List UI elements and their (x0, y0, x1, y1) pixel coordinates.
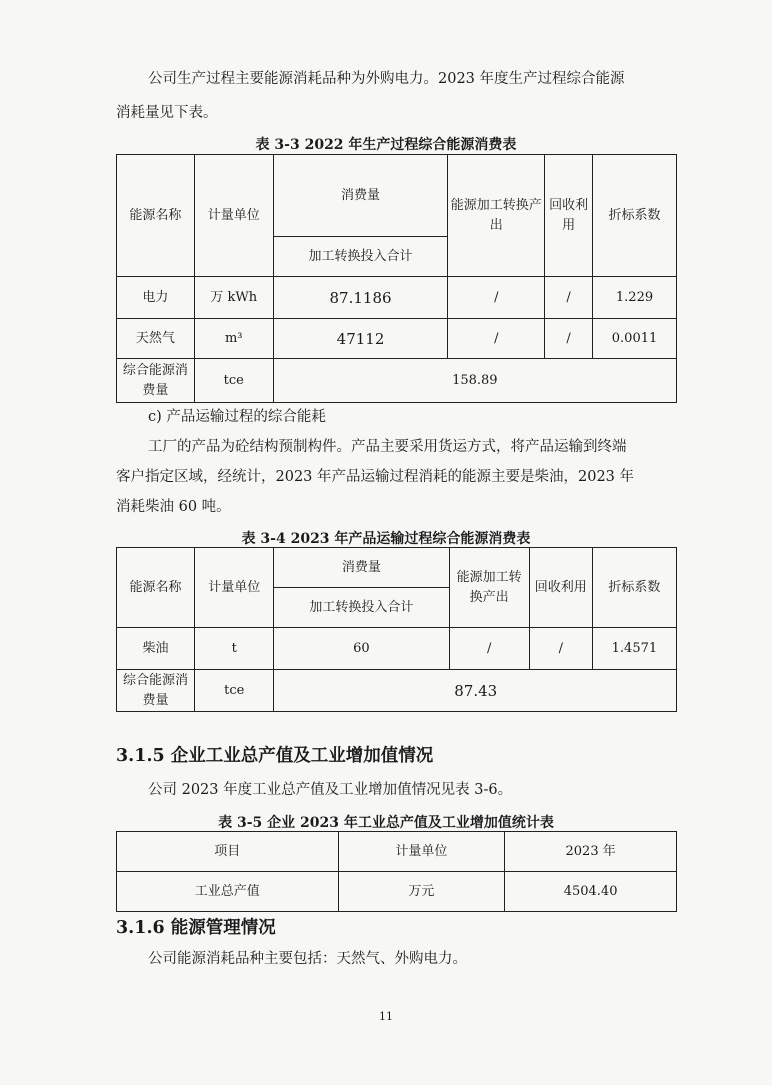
energy-consumption-table-3-4 (116, 547, 677, 712)
table-caption: 表 3-4 2023 年产品运输过程综合能源消费表 (241, 531, 531, 547)
cell-total-unit: tce (194, 359, 273, 403)
cell-coef: 0.0011 (593, 319, 677, 359)
cell-value: 60 (274, 628, 449, 670)
header-unit: 计量单位 (194, 155, 273, 277)
header-consumption: 消费量 (273, 155, 448, 237)
cell-item: 工业总产值 (117, 872, 339, 912)
table-row (117, 628, 677, 670)
cell-total-name: 综合能源消费量 (117, 359, 195, 403)
energy-consumption-table-3-3 (116, 154, 677, 403)
cell-convert: / (448, 277, 545, 319)
section-heading-3-1-6: 3.1.6 能源管理情况 (116, 918, 276, 938)
table-row (117, 277, 677, 319)
cell-recycle: / (545, 319, 593, 359)
cell-convert: / (448, 319, 545, 359)
cell-unit: t (195, 628, 274, 670)
cell-name: 柴油 (117, 628, 195, 670)
header-item: 项目 (117, 832, 339, 872)
header-recycling: 回收利用 (545, 155, 593, 277)
page-number: 11 (379, 1010, 393, 1023)
header-conversion-output: 能源加工转换产出 (448, 155, 545, 277)
cell-coef: 1.4571 (592, 628, 676, 670)
cell-total-value: 158.89 (273, 359, 676, 403)
paragraph-line: 公司 2023 年度工业总产值及工业增加值情况见表 3-6。 (148, 782, 513, 798)
cell-total-name: 综合能源消费量 (117, 670, 195, 712)
table-row (117, 872, 677, 912)
header-coefficient: 折标系数 (593, 155, 677, 277)
table-total-row (117, 359, 677, 403)
header-consumption: 消费量 (274, 548, 449, 588)
header-conversion-input: 加工转换投入合计 (273, 237, 448, 277)
header-conversion-input: 加工转换投入合计 (274, 588, 449, 628)
cell-coef: 1.229 (593, 277, 677, 319)
cell-unit: 万 kWh (194, 277, 273, 319)
cell-name: 电力 (117, 277, 195, 319)
header-unit: 计量单位 (195, 548, 274, 628)
cell-name: 天然气 (117, 319, 195, 359)
paragraph-line: 工厂的产品为砼结构预制构件。产品主要采用货运方式，将产品运输到终端 (148, 439, 627, 455)
cell-convert: / (449, 628, 529, 670)
paragraph-line: 公司能源消耗品种主要包括：天然气、外购电力。 (148, 951, 467, 967)
cell-unit: 万元 (338, 872, 505, 912)
header-energy-name: 能源名称 (117, 155, 195, 277)
table-total-row (117, 670, 677, 712)
subsection-c: c) 产品运输过程的综合能耗 (148, 409, 326, 425)
header-unit: 计量单位 (338, 832, 505, 872)
section-heading-3-1-5: 3.1.5 企业工业总产值及工业增加值情况 (116, 746, 434, 766)
cell-value: 87.1186 (273, 277, 448, 319)
cell-value: 4504.40 (505, 872, 677, 912)
header-year: 2023 年 (505, 832, 677, 872)
cell-total-unit: tce (195, 670, 274, 712)
table-caption: 表 3-3 2022 年生产过程综合能源消费表 (255, 137, 517, 153)
cell-recycle: / (545, 277, 593, 319)
cell-total-value: 87.43 (274, 670, 677, 712)
header-energy-name: 能源名称 (117, 548, 195, 628)
output-value-table-3-5 (116, 831, 677, 912)
table-row (117, 319, 677, 359)
header-coefficient: 折标系数 (592, 548, 676, 628)
paragraph-line: 客户指定区域，经统计，2023 年产品运输过程消耗的能源主要是柴油，2023 年 (116, 469, 635, 485)
paragraph-line: 消耗柴油 60 吨。 (116, 499, 231, 515)
header-recycling: 回收利用 (529, 548, 592, 628)
paragraph-line: 消耗量见下表。 (116, 105, 218, 121)
table-caption: 表 3-5 企业 2023 年工业总产值及工业增加值统计表 (218, 815, 554, 831)
cell-recycle: / (529, 628, 592, 670)
cell-unit: m³ (194, 319, 273, 359)
paragraph-line: 公司生产过程主要能源消耗品种为外购电力。2023 年度生产过程综合能源 (148, 71, 625, 87)
cell-value: 47112 (273, 319, 448, 359)
header-conversion-output: 能源加工转换产出 (449, 548, 529, 628)
